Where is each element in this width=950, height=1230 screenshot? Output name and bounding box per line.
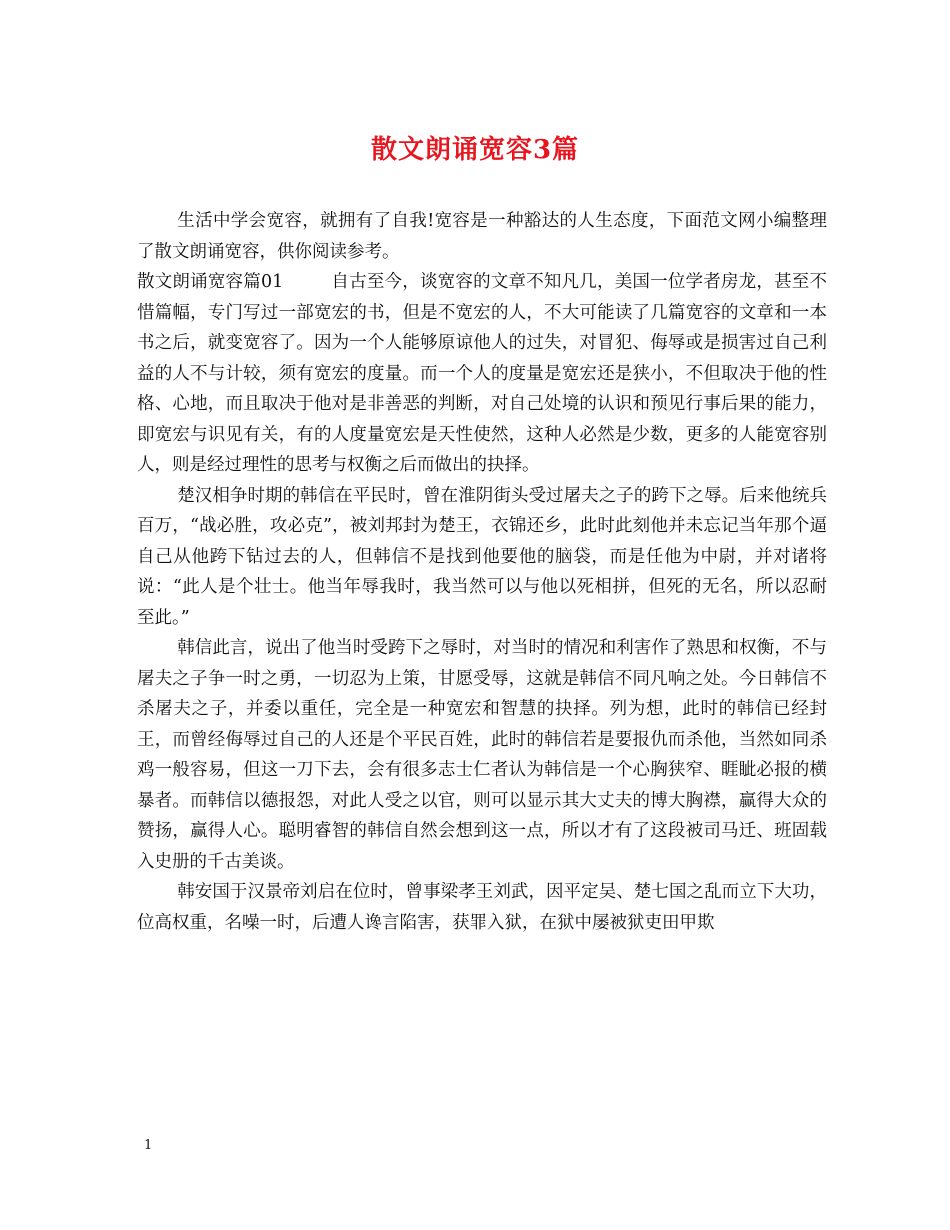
section-paragraph — [137, 267, 827, 481]
section-label: 散文朗诵宽容篇01 — [137, 272, 284, 292]
page-number: 1 — [144, 1138, 153, 1153]
paragraph-4: 韩安国于汉景帝刘启在位时，曾事梁孝王刘武，因平定吴、楚七国之乱而立下大功，位高权重，名噪一时，后遭人谗言陷害，获罪入狱，在狱中屡被狱吏田甲欺 — [137, 882, 827, 933]
paragraph-2: 楚汉相争时期的韩信在平民时，曾在淮阴街头受过屠夫之子的跨下之辱。后来他统兵百万，“战必胜，攻必克”，被刘邦封为楚王，衣锦还乡，此时此刻他并未忘记当年那个逼自己从他跨下钻过去的人，但韩信不是找到他要他的脑袋，而是任他为中尉，并对诸将说：“此人是个壮士。他当年辱我时，我当然可以与他以死相拼，但死的无名，所以忍耐至此。” — [137, 485, 827, 628]
intro-paragraph: 生活中学会宽容，就拥有了自我!宽容是一种豁达的人生态度，下面范文网小编整理了散文朗诵宽容，供你阅读参考。 — [137, 211, 827, 262]
document-title: 散文朗诵宽容3篇 — [370, 135, 580, 165]
section-text: 自古至今，谈宽容的文章不知凡几，美国一位学者房龙，甚至不惜篇幅，专门写过一部宽宏的书，但是不宽宏的人，不大可能读了几篇宽容的文章和一本书之后，就变宽容了。因为一个人能够原谅他人的过失，对冒犯、侮辱或是损害过自己利益的人不与计较，须有宽宏的度量。而一个人的度量是宽宏还是狭小，不但取决于他的性格、心地，而且取决于他对是非善恶的判断，对自己处境的认识和预见行事后果的能力，即宽宏与识见有关，有的人度量宽宏是天性使然，这种人必然是少数，更多的人能宽容别人，则是经过理性的思考与权衡之后而做出的抉择。 — [137, 272, 827, 475]
document-body — [137, 206, 827, 938]
paragraph-3: 韩信此言，说出了他当时受跨下之辱时，对当时的情况和利害作了熟思和权衡，不与屠夫之子争一时之勇，一切忍为上策，甘愿受辱，这就是韩信不同凡响之处。今日韩信不杀屠夫之子，并委以重任，完全是一种宽宏和智慧的抉择。列为想，此时的韩信已经封王，而曾经侮辱过自己的人还是个平民百姓，此时的韩信若是要报仇而杀他，当然如同杀鸡一般容易，但这一刀下去，会有很多志士仁者认为韩信是一个心胸狭窄、睚眦必报的横暴者。而韩信以德报怨，对此人受之以官，则可以显示其大丈夫的博大胸襟，赢得大众的赞扬，赢得人心。聪明睿智的韩信自然会想到这一点，所以才有了这段被司马迁、班固载入史册的千古美谈。 — [137, 638, 827, 872]
